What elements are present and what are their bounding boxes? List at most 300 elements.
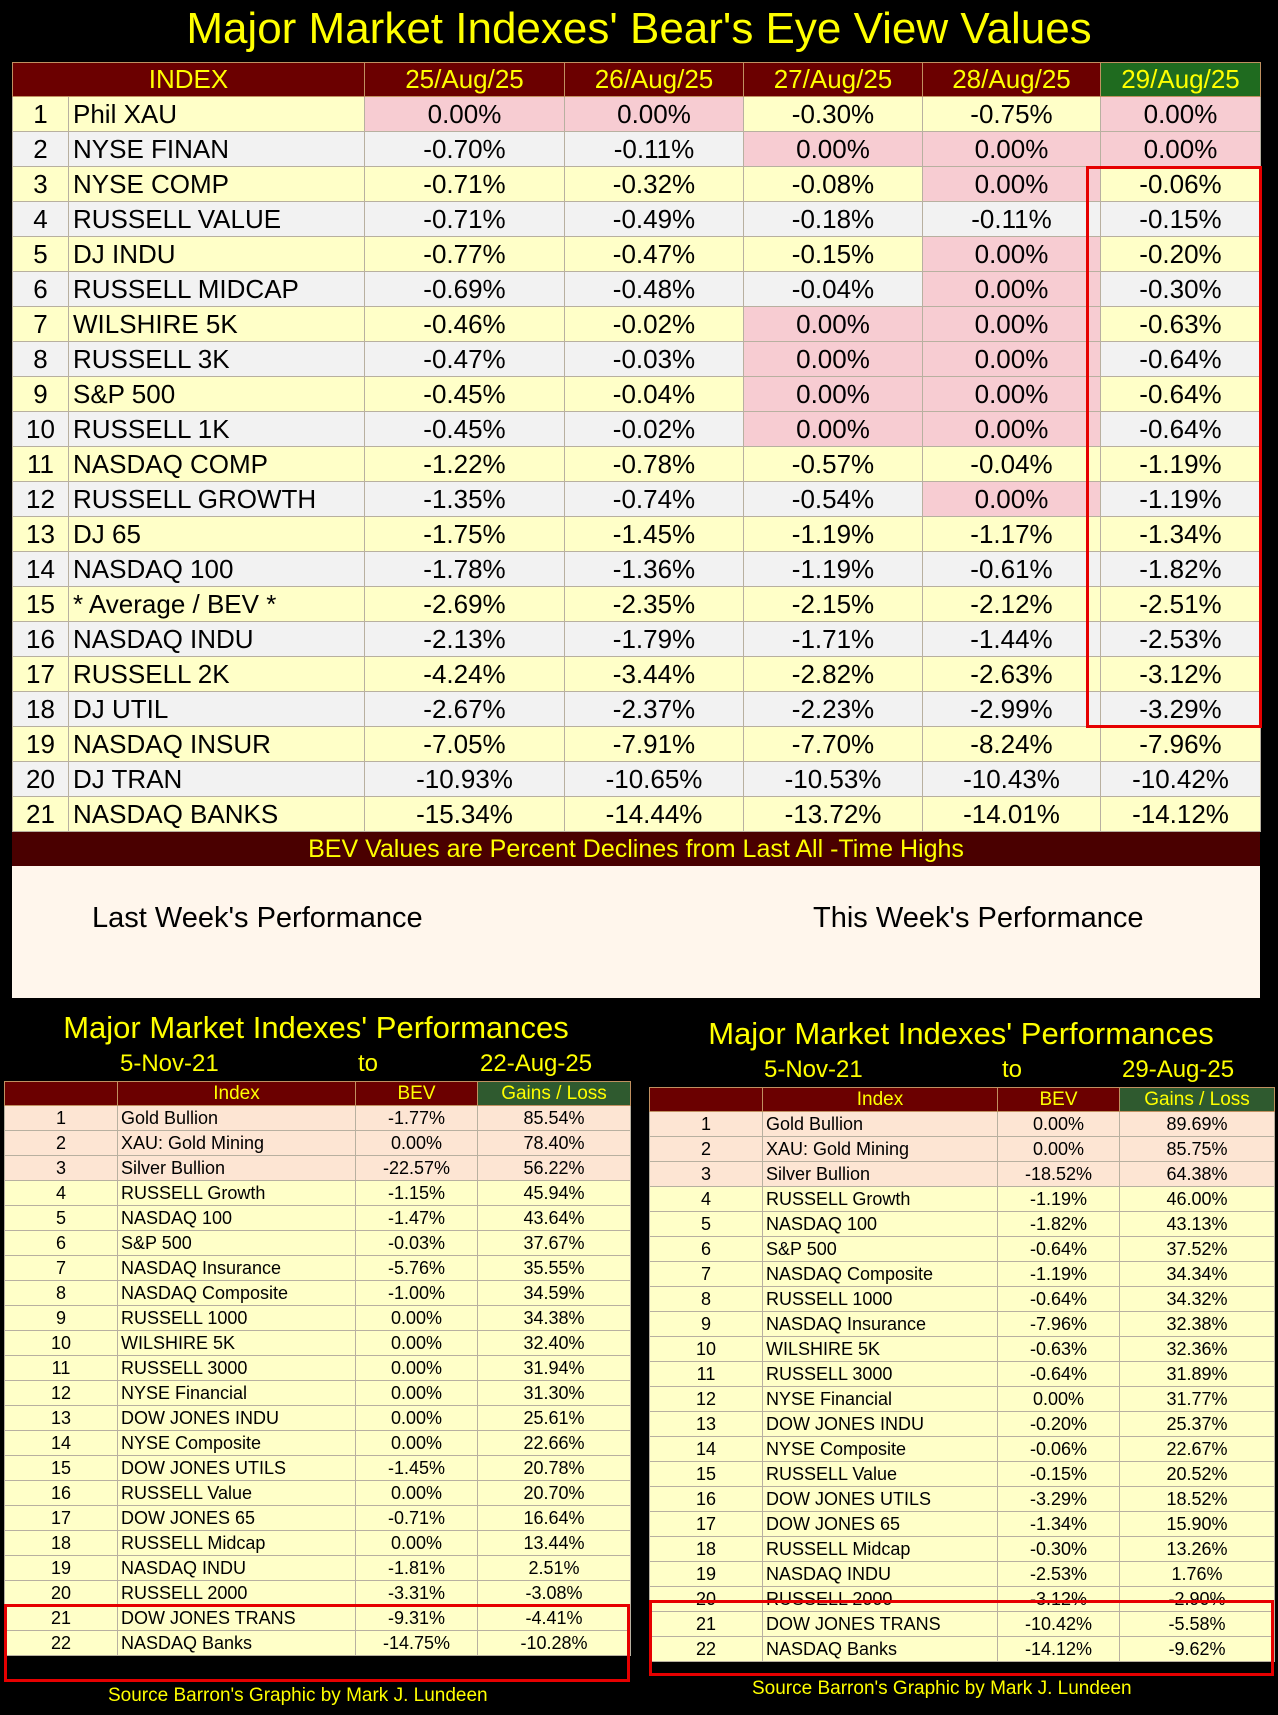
bev-row <box>13 237 1261 272</box>
bev-value: -1.19% <box>1101 482 1261 517</box>
bev-value: -0.47% <box>565 237 744 272</box>
row-number: 21 <box>650 1612 763 1637</box>
index-name: RUSSELL 3000 <box>763 1362 998 1387</box>
index-name: RUSSELL 2000 <box>763 1587 998 1612</box>
bev-value: -2.63% <box>923 657 1101 692</box>
page-title: Major Market Indexes' Bear's Eye View Values <box>186 4 1092 53</box>
bev-value: -0.63% <box>998 1337 1120 1362</box>
bev-value: -2.51% <box>1101 587 1261 622</box>
right-row <box>650 1412 1275 1437</box>
row-number: 18 <box>13 692 69 727</box>
left-row <box>5 1581 631 1606</box>
row-number: 9 <box>5 1306 118 1331</box>
gain-loss-value: 46.00% <box>1120 1187 1275 1212</box>
right-row <box>650 1337 1275 1362</box>
row-number: 14 <box>5 1431 118 1456</box>
bev-row <box>13 272 1261 307</box>
left-row <box>5 1456 631 1481</box>
bev-value: -3.12% <box>1101 657 1261 692</box>
left-performance-table <box>4 1081 631 1656</box>
right-performance-table <box>649 1087 1275 1662</box>
left-row <box>5 1406 631 1431</box>
bev-value: 0.00% <box>744 412 923 447</box>
row-number: 14 <box>650 1437 763 1462</box>
bev-value: -2.53% <box>998 1562 1120 1587</box>
index-name: RUSSELL Growth <box>763 1187 998 1212</box>
left-row <box>5 1231 631 1256</box>
row-number: 9 <box>650 1312 763 1337</box>
row-number: 12 <box>5 1381 118 1406</box>
row-number: 7 <box>650 1262 763 1287</box>
bev-value: -9.31% <box>356 1606 478 1631</box>
gain-loss-value: 15.90% <box>1120 1512 1275 1537</box>
bev-value: -0.70% <box>365 132 565 167</box>
highlight-box-current <box>1086 166 1262 728</box>
gain-loss-value: 22.67% <box>1120 1437 1275 1462</box>
bev-value: -2.35% <box>565 587 744 622</box>
index-name: WILSHIRE 5K <box>118 1331 356 1356</box>
gain-loss-value: -5.58% <box>1120 1612 1275 1637</box>
index-name: RUSSELL 1K <box>69 412 365 447</box>
bev-value: -1.35% <box>365 482 565 517</box>
bev-value: -0.45% <box>365 412 565 447</box>
gain-loss-value: 85.75% <box>1120 1137 1275 1162</box>
bev-value: 0.00% <box>356 1481 478 1506</box>
bev-value: -7.91% <box>565 727 744 762</box>
bev-value: 0.00% <box>1101 97 1261 132</box>
bev-value: 0.00% <box>356 1531 478 1556</box>
gain-loss-value: -10.28% <box>478 1631 631 1656</box>
bev-value: -1.22% <box>365 447 565 482</box>
left-row <box>5 1156 631 1181</box>
bev-value: -0.06% <box>1101 167 1261 202</box>
left-row <box>5 1556 631 1581</box>
bev-value: -1.19% <box>998 1187 1120 1212</box>
bev-value: -2.15% <box>744 587 923 622</box>
right-header-index: Index <box>763 1088 998 1112</box>
bev-value: -1.15% <box>356 1181 478 1206</box>
bev-value: -0.15% <box>1101 202 1261 237</box>
bev-value: -0.47% <box>365 342 565 377</box>
bev-value: -0.77% <box>365 237 565 272</box>
bev-value: 0.00% <box>923 307 1101 342</box>
bev-value: -15.34% <box>365 797 565 832</box>
bev-value: -0.48% <box>565 272 744 307</box>
index-name: RUSSELL 3K <box>69 342 365 377</box>
gain-loss-value: 43.13% <box>1120 1212 1275 1237</box>
bev-row <box>13 447 1261 482</box>
bev-value: -0.45% <box>365 377 565 412</box>
bev-value: 0.00% <box>923 132 1101 167</box>
row-number: 16 <box>5 1481 118 1506</box>
row-number: 5 <box>5 1206 118 1231</box>
bev-value: -5.76% <box>356 1256 478 1281</box>
index-name: RUSSELL Growth <box>118 1181 356 1206</box>
row-number: 13 <box>13 517 69 552</box>
index-name: NASDAQ 100 <box>69 552 365 587</box>
row-number: 7 <box>5 1256 118 1281</box>
gain-loss-value: 35.55% <box>478 1256 631 1281</box>
bev-value: -0.64% <box>998 1237 1120 1262</box>
row-number: 1 <box>5 1106 118 1131</box>
bev-value: 0.00% <box>923 377 1101 412</box>
bev-value: -7.96% <box>998 1312 1120 1337</box>
index-name: S&P 500 <box>763 1237 998 1262</box>
header-index: INDEX <box>13 63 365 97</box>
right-row <box>650 1512 1275 1537</box>
index-name: NASDAQ INDU <box>69 622 365 657</box>
bev-value: 0.00% <box>744 377 923 412</box>
index-name: DJ TRAN <box>69 762 365 797</box>
bev-value: 0.00% <box>744 307 923 342</box>
row-number: 12 <box>13 482 69 517</box>
right-row <box>650 1537 1275 1562</box>
left-row <box>5 1506 631 1531</box>
bev-value: -1.77% <box>356 1106 478 1131</box>
bev-value: -8.24% <box>923 727 1101 762</box>
bev-value: -14.01% <box>923 797 1101 832</box>
right-date-to: to <box>1002 1056 1023 1083</box>
bev-value: -2.82% <box>744 657 923 692</box>
bev-value: 0.00% <box>356 1381 478 1406</box>
bev-value: -0.71% <box>365 167 565 202</box>
bev-header-row <box>13 63 1261 97</box>
bev-value: -1.17% <box>923 517 1101 552</box>
row-number: 10 <box>5 1331 118 1356</box>
right-row <box>650 1312 1275 1337</box>
index-name: RUSSELL 1000 <box>763 1287 998 1312</box>
bev-value: 0.00% <box>356 1406 478 1431</box>
bev-value: -2.99% <box>923 692 1101 727</box>
row-number: 5 <box>650 1212 763 1237</box>
bev-value: -3.29% <box>1101 692 1261 727</box>
left-header-gains: Gains / Loss <box>478 1082 631 1106</box>
index-name: NASDAQ Composite <box>118 1281 356 1306</box>
row-number: 4 <box>650 1187 763 1212</box>
bev-value: -2.53% <box>1101 622 1261 657</box>
bev-value: -0.75% <box>923 97 1101 132</box>
left-row <box>5 1281 631 1306</box>
bev-value: -1.44% <box>923 622 1101 657</box>
index-name: RUSSELL 1000 <box>118 1306 356 1331</box>
bev-value: -10.43% <box>923 762 1101 797</box>
bev-row <box>13 692 1261 727</box>
left-header-index: Index <box>118 1082 356 1106</box>
left-row <box>5 1131 631 1156</box>
right-row <box>650 1387 1275 1412</box>
row-number: 2 <box>650 1137 763 1162</box>
row-number: 15 <box>13 587 69 622</box>
bev-value: -1.19% <box>1101 447 1261 482</box>
row-number: 17 <box>5 1506 118 1531</box>
bev-value: -0.30% <box>744 97 923 132</box>
index-name: DOW JONES UTILS <box>118 1456 356 1481</box>
bev-value: -0.61% <box>923 552 1101 587</box>
right-row <box>650 1162 1275 1187</box>
bev-value: -10.53% <box>744 762 923 797</box>
row-number: 13 <box>5 1406 118 1431</box>
bev-value: -3.31% <box>356 1581 478 1606</box>
header-date: 27/Aug/25 <box>744 63 923 97</box>
index-name: DOW JONES UTILS <box>763 1487 998 1512</box>
gain-loss-value: 1.76% <box>1120 1562 1275 1587</box>
index-name: WILSHIRE 5K <box>69 307 365 342</box>
index-name: NYSE Financial <box>763 1387 998 1412</box>
left-header-num <box>5 1082 118 1106</box>
gain-loss-value: 25.37% <box>1120 1412 1275 1437</box>
index-name: DJ 65 <box>69 517 365 552</box>
row-number: 6 <box>5 1231 118 1256</box>
row-number: 7 <box>13 307 69 342</box>
bev-value: -2.67% <box>365 692 565 727</box>
header-date: 25/Aug/25 <box>365 63 565 97</box>
bev-table <box>12 62 1261 832</box>
row-number: 2 <box>13 132 69 167</box>
left-date-until: 22-Aug-25 <box>480 1050 593 1077</box>
bev-value: -0.71% <box>365 202 565 237</box>
index-name: XAU: Gold Mining <box>118 1131 356 1156</box>
bev-value: -2.12% <box>923 587 1101 622</box>
index-name: Phil XAU <box>69 97 365 132</box>
left-row <box>5 1331 631 1356</box>
row-number: 9 <box>13 377 69 412</box>
bev-value: -1.47% <box>356 1206 478 1231</box>
bev-footnote: BEV Values are Percent Declines from Last All -Time Highs <box>12 832 1260 866</box>
row-number: 8 <box>650 1287 763 1312</box>
gain-loss-value: 18.52% <box>1120 1487 1275 1512</box>
index-name: RUSSELL 3000 <box>118 1356 356 1381</box>
index-name: DOW JONES 65 <box>118 1506 356 1531</box>
row-number: 13 <box>650 1412 763 1437</box>
bev-value: 0.00% <box>998 1112 1120 1137</box>
bev-row <box>13 132 1261 167</box>
row-number: 15 <box>5 1456 118 1481</box>
bev-value: -1.82% <box>1101 552 1261 587</box>
right-row <box>650 1137 1275 1162</box>
index-name: NASDAQ COMP <box>69 447 365 482</box>
gain-loss-value: 43.64% <box>478 1206 631 1231</box>
index-name: NYSE FINAN <box>69 132 365 167</box>
gain-loss-value: 2.51% <box>478 1556 631 1581</box>
bev-value: 0.00% <box>923 237 1101 272</box>
index-name: NASDAQ 100 <box>763 1212 998 1237</box>
right-row <box>650 1562 1275 1587</box>
bev-value: 0.00% <box>744 342 923 377</box>
bev-value: -2.23% <box>744 692 923 727</box>
gain-loss-value: 20.70% <box>478 1481 631 1506</box>
right-panel-title: Major Market Indexes' Performances <box>708 1016 1214 1051</box>
bev-value: -0.11% <box>565 132 744 167</box>
gain-loss-value: 32.40% <box>478 1331 631 1356</box>
row-number: 11 <box>13 447 69 482</box>
bev-value: -7.96% <box>1101 727 1261 762</box>
bev-value: -2.69% <box>365 587 565 622</box>
gain-loss-value: 89.69% <box>1120 1112 1275 1137</box>
bev-value: -0.64% <box>1101 342 1261 377</box>
index-name: NYSE COMP <box>69 167 365 202</box>
row-number: 21 <box>13 797 69 832</box>
bev-value: -7.70% <box>744 727 923 762</box>
bev-value: 0.00% <box>356 1131 478 1156</box>
index-name: RUSSELL VALUE <box>69 202 365 237</box>
bev-value: -1.19% <box>744 552 923 587</box>
gain-loss-value: 78.40% <box>478 1131 631 1156</box>
index-name: S&P 500 <box>69 377 365 412</box>
bev-value: 0.00% <box>998 1387 1120 1412</box>
right-row <box>650 1112 1275 1137</box>
right-row <box>650 1262 1275 1287</box>
index-name: RUSSELL Midcap <box>763 1537 998 1562</box>
index-name: RUSSELL Midcap <box>118 1531 356 1556</box>
index-name: NASDAQ Banks <box>118 1631 356 1656</box>
left-row <box>5 1356 631 1381</box>
index-name: RUSSELL GROWTH <box>69 482 365 517</box>
row-number: 8 <box>13 342 69 377</box>
bev-value: -0.49% <box>565 202 744 237</box>
bev-value: 0.00% <box>356 1306 478 1331</box>
index-name: DOW JONES 65 <box>763 1512 998 1537</box>
bev-row <box>13 377 1261 412</box>
index-name: RUSSELL Value <box>118 1481 356 1506</box>
bev-value: 0.00% <box>923 482 1101 517</box>
bev-value: -0.64% <box>1101 412 1261 447</box>
bev-row <box>13 412 1261 447</box>
right-row <box>650 1212 1275 1237</box>
gain-loss-value: 64.38% <box>1120 1162 1275 1187</box>
bev-value: -14.12% <box>1101 797 1261 832</box>
row-number: 4 <box>5 1181 118 1206</box>
bev-value: -0.04% <box>744 272 923 307</box>
bev-value: -0.64% <box>998 1287 1120 1312</box>
gain-loss-value: 56.22% <box>478 1156 631 1181</box>
bev-value: -0.11% <box>923 202 1101 237</box>
gain-loss-value: 37.52% <box>1120 1237 1275 1262</box>
gain-loss-value: 34.32% <box>1120 1287 1275 1312</box>
bev-value: -1.36% <box>565 552 744 587</box>
bev-value: -0.69% <box>365 272 565 307</box>
index-name: DOW JONES TRANS <box>118 1606 356 1631</box>
bev-value: -1.45% <box>565 517 744 552</box>
bev-value: -1.34% <box>998 1512 1120 1537</box>
header-date: 28/Aug/25 <box>923 63 1101 97</box>
index-name: XAU: Gold Mining <box>763 1137 998 1162</box>
gain-loss-value: 45.94% <box>478 1181 631 1206</box>
bev-value: -0.30% <box>998 1537 1120 1562</box>
bev-value: -0.18% <box>744 202 923 237</box>
bev-value: -0.30% <box>1101 272 1261 307</box>
index-name: * Average / BEV * <box>69 587 365 622</box>
left-header-bev: BEV <box>356 1082 478 1106</box>
bev-value: -0.15% <box>998 1462 1120 1487</box>
row-number: 20 <box>650 1587 763 1612</box>
left-panel-title: Major Market Indexes' Performances <box>63 1010 569 1045</box>
gain-loss-value: 37.67% <box>478 1231 631 1256</box>
bev-value: -3.29% <box>998 1487 1120 1512</box>
right-date-from: 5-Nov-21 <box>764 1056 863 1083</box>
index-name: DJ UTIL <box>69 692 365 727</box>
right-highlight-box <box>649 1600 1274 1676</box>
gain-loss-value: 34.59% <box>478 1281 631 1306</box>
bev-value: 0.00% <box>923 167 1101 202</box>
right-row <box>650 1187 1275 1212</box>
gain-loss-value: 25.61% <box>478 1406 631 1431</box>
bev-value: 0.00% <box>923 272 1101 307</box>
index-name: Gold Bullion <box>118 1106 356 1131</box>
bev-row <box>13 482 1261 517</box>
index-name: NYSE Composite <box>763 1437 998 1462</box>
index-name: DOW JONES INDU <box>763 1412 998 1437</box>
bev-row <box>13 762 1261 797</box>
bev-value: 0.00% <box>356 1331 478 1356</box>
bev-row <box>13 587 1261 622</box>
left-date-from: 5-Nov-21 <box>120 1050 219 1077</box>
bev-value: -0.64% <box>1101 377 1261 412</box>
index-name: DOW JONES INDU <box>118 1406 356 1431</box>
bev-row <box>13 517 1261 552</box>
gain-loss-value: -3.08% <box>478 1581 631 1606</box>
bev-row <box>13 622 1261 657</box>
bev-value: -18.52% <box>998 1162 1120 1187</box>
left-row <box>5 1481 631 1506</box>
bev-value: 0.00% <box>565 97 744 132</box>
bev-value: -1.82% <box>998 1212 1120 1237</box>
right-header-gains: Gains / Loss <box>1120 1088 1275 1112</box>
bev-value: -0.06% <box>998 1437 1120 1462</box>
right-source: Source Barron's Graphic by Mark J. Lundeen <box>752 1678 1132 1699</box>
index-name: DJ INDU <box>69 237 365 272</box>
row-number: 17 <box>650 1512 763 1537</box>
gain-loss-value: 13.44% <box>478 1531 631 1556</box>
index-name: NASDAQ INDU <box>118 1556 356 1581</box>
index-name: NASDAQ Composite <box>763 1262 998 1287</box>
bev-value: -1.78% <box>365 552 565 587</box>
index-name: RUSSELL 2K <box>69 657 365 692</box>
gain-loss-value: 20.52% <box>1120 1462 1275 1487</box>
index-name: NASDAQ BANKS <box>69 797 365 832</box>
right-row <box>650 1437 1275 1462</box>
last-week-label: Last Week's Performance <box>92 902 423 934</box>
bev-value: -0.54% <box>744 482 923 517</box>
bev-row <box>13 307 1261 342</box>
gain-loss-value: 34.38% <box>478 1306 631 1331</box>
bev-value: -2.37% <box>565 692 744 727</box>
left-row <box>5 1206 631 1231</box>
index-name: RUSSELL Value <box>763 1462 998 1487</box>
row-number: 20 <box>5 1581 118 1606</box>
gain-loss-value: 16.64% <box>478 1506 631 1531</box>
bev-value: -0.02% <box>565 307 744 342</box>
row-number: 20 <box>13 762 69 797</box>
bev-value: -7.05% <box>365 727 565 762</box>
bev-row <box>13 202 1261 237</box>
bev-row <box>13 657 1261 692</box>
bev-value: -0.15% <box>744 237 923 272</box>
gain-loss-value: 34.34% <box>1120 1262 1275 1287</box>
gain-loss-value: 32.36% <box>1120 1337 1275 1362</box>
bev-value: -0.63% <box>1101 307 1261 342</box>
bev-row <box>13 167 1261 202</box>
row-number: 15 <box>650 1462 763 1487</box>
bev-value: 0.00% <box>365 97 565 132</box>
row-number: 6 <box>13 272 69 307</box>
index-name: NASDAQ INDU <box>763 1562 998 1587</box>
bev-value: -0.04% <box>565 377 744 412</box>
bev-value: 0.00% <box>998 1137 1120 1162</box>
index-name: Gold Bullion <box>763 1112 998 1137</box>
bev-row <box>13 97 1261 132</box>
row-number: 3 <box>13 167 69 202</box>
bev-value: -0.74% <box>565 482 744 517</box>
